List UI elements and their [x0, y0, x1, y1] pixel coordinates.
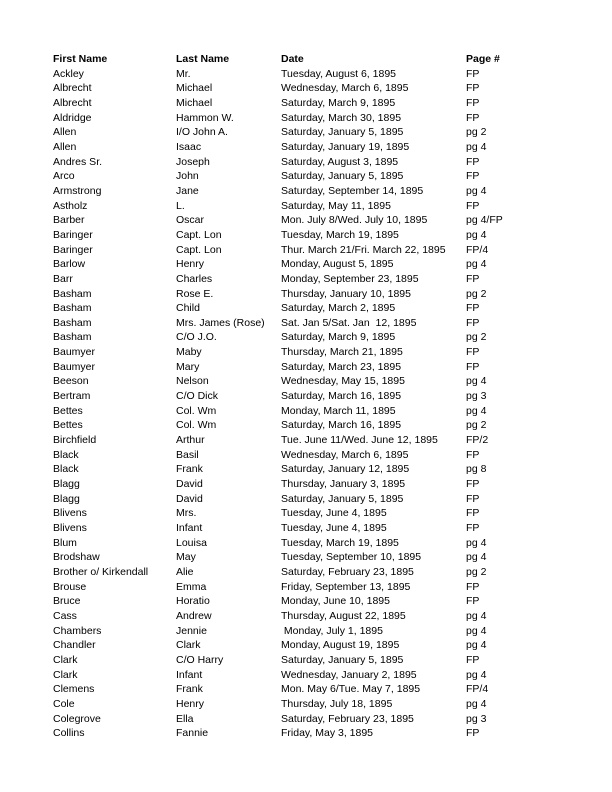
table-row: [53, 228, 583, 243]
cell-page: pg 4: [466, 258, 487, 271]
cell-first-name: Blivens: [53, 522, 87, 534]
cell-page: FP: [466, 346, 480, 359]
cell-last-name: Nelson: [176, 375, 209, 388]
cell-page: FP: [466, 316, 480, 329]
cell-first-name: Blum: [53, 536, 77, 549]
cell-page: pg 4: [466, 404, 487, 417]
cell-page: FP: [466, 727, 480, 740]
cell-first-name: Albrecht: [53, 82, 92, 95]
cell-last-name: Henry: [176, 258, 205, 271]
cell-first-name: Basham: [53, 287, 92, 300]
table-row: [53, 81, 583, 96]
table-row: [53, 140, 583, 155]
cell-date: Monday, August 5, 1895: [281, 258, 394, 271]
cell-page: pg 4: [466, 668, 487, 681]
table-row: [53, 462, 583, 477]
cell-first-name: Allen: [53, 140, 77, 153]
cell-page: FP: [466, 272, 480, 285]
cell-date: Saturday, January 19, 1895: [281, 140, 410, 153]
cell-first-name: Chandler: [53, 639, 96, 652]
table-row: [53, 257, 583, 272]
cell-first-name: Clark: [53, 653, 78, 666]
table-row: [53, 243, 583, 258]
column-header-last-name: Last Name: [176, 53, 230, 65]
cell-date: Saturday, March 23, 1895: [281, 360, 402, 373]
cell-first-name: Baumyer: [53, 346, 96, 359]
column-header-date: Date: [281, 53, 304, 65]
cell-first-name: Basham: [53, 331, 92, 344]
table-row: [53, 301, 583, 316]
cell-page: FP: [466, 580, 480, 593]
table-row: [53, 418, 583, 433]
cell-date: Monday, June 10, 1895: [281, 595, 390, 608]
cell-first-name: Blivens: [53, 507, 87, 520]
cell-date: Saturday, March 16, 1895: [281, 419, 402, 432]
cell-date: Thur. March 21/Fri. March 22, 1895: [281, 243, 446, 256]
table-row: [53, 521, 583, 536]
cell-last-name: Frank: [176, 463, 203, 476]
table-row: [53, 199, 583, 214]
cell-last-name: Charles: [176, 272, 213, 285]
table-row: [53, 272, 583, 287]
cell-last-name: Col. Wm: [176, 419, 217, 432]
cell-first-name: Brouse: [53, 580, 87, 593]
cell-date: Friday, May 3, 1895: [281, 727, 374, 740]
cell-page: FP: [466, 492, 480, 505]
table-row: [53, 653, 583, 668]
cell-date: Wednesday, March 6, 1895: [281, 82, 409, 95]
cell-page: pg 8: [466, 463, 487, 476]
index-table: [53, 52, 583, 741]
cell-first-name: Brother o/ Kirkendall: [53, 565, 149, 578]
cell-date: Saturday, February 23, 1895: [281, 712, 414, 725]
cell-last-name: Fannie: [176, 727, 209, 740]
cell-last-name: Frank: [176, 683, 203, 696]
cell-date: Saturday, March 9, 1895: [281, 331, 396, 344]
cell-page: FP/2: [466, 434, 489, 447]
cell-page: pg 4: [466, 140, 487, 153]
cell-page: FP: [466, 82, 480, 95]
cell-first-name: Arco: [53, 170, 75, 183]
table-row: [53, 389, 583, 404]
table-row: [53, 697, 583, 712]
cell-last-name: Basil: [176, 448, 199, 461]
cell-date: Saturday, August 3, 1895: [281, 155, 399, 168]
cell-page: FP/4: [466, 683, 489, 696]
cell-date: Thursday, January 3, 1895: [281, 478, 406, 491]
cell-page: FP: [466, 155, 480, 168]
cell-page: FP: [466, 199, 480, 212]
table-row: [53, 492, 583, 507]
cell-first-name: Black: [53, 463, 79, 476]
cell-date: Saturday, January 5, 1895: [281, 126, 404, 139]
cell-last-name: C/O Dick: [176, 390, 218, 403]
cell-date: Saturday, January 5, 1895: [281, 170, 404, 183]
cell-last-name: Joseph: [176, 155, 210, 168]
cell-last-name: Ella: [176, 712, 194, 725]
cell-page: FP/4: [466, 243, 489, 256]
cell-date: Mon. May 6/Tue. May 7, 1895: [281, 683, 421, 696]
table-row: [53, 565, 583, 580]
table-row: [53, 712, 583, 727]
cell-date: Tuesday, August 6, 1895: [281, 67, 396, 80]
cell-date: Monday, March 11, 1895: [281, 404, 396, 417]
table-row: [53, 316, 583, 331]
table-row: [53, 287, 583, 302]
cell-last-name: Mary: [176, 360, 200, 373]
cell-page: pg 4: [466, 624, 487, 637]
cell-page: FP: [466, 170, 480, 183]
column-header-page: Page #: [466, 53, 500, 65]
table-row: [53, 330, 583, 345]
table-row: [53, 374, 583, 389]
cell-page: FP: [466, 360, 480, 373]
table-row: [53, 67, 583, 82]
cell-date: Tuesday, September 10, 1895: [281, 551, 422, 564]
table-row: [53, 96, 583, 111]
table-row: [53, 580, 583, 595]
table-row: [53, 668, 583, 683]
cell-last-name: Jennie: [176, 624, 207, 637]
cell-first-name: Cass: [53, 609, 77, 622]
cell-last-name: Michael: [176, 82, 213, 95]
cell-page: FP: [466, 595, 480, 608]
cell-page: pg 2: [466, 331, 487, 344]
cell-first-name: Armstrong: [53, 184, 102, 197]
cell-page: pg 4: [466, 536, 487, 549]
cell-last-name: Child: [176, 302, 200, 315]
cell-last-name: David: [176, 478, 203, 491]
cell-first-name: Blagg: [53, 492, 80, 505]
cell-date: Saturday, February 23, 1895: [281, 565, 414, 578]
cell-first-name: Ackley: [53, 67, 84, 80]
table-row: [53, 726, 583, 741]
cell-last-name: Arthur: [176, 434, 205, 447]
cell-last-name: Mrs.: [176, 507, 197, 520]
cell-last-name: Henry: [176, 697, 205, 710]
cell-last-name: Mr.: [176, 67, 191, 80]
cell-page: pg 4: [466, 609, 487, 622]
cell-page: FP: [466, 67, 480, 80]
cell-last-name: David: [176, 492, 203, 505]
cell-first-name: Beeson: [53, 375, 89, 388]
cell-date: Thursday, January 10, 1895: [281, 287, 411, 300]
column-header-first-name: First Name: [53, 53, 108, 65]
table-row: [53, 638, 583, 653]
cell-page: FP: [466, 448, 480, 461]
cell-page: pg 2: [466, 126, 487, 139]
cell-page: pg 4: [466, 228, 487, 241]
table-row: [53, 477, 583, 492]
cell-date: Tuesday, June 4, 1895: [281, 522, 387, 534]
cell-first-name: Black: [53, 448, 79, 461]
cell-first-name: Bettes: [53, 404, 83, 417]
cell-page: pg 2: [466, 419, 487, 432]
cell-first-name: Barr: [53, 272, 73, 285]
table-row: [53, 506, 583, 521]
cell-page: FP: [466, 478, 480, 491]
cell-first-name: Astholz: [53, 199, 88, 212]
cell-last-name: I/O John A.: [176, 126, 228, 139]
cell-last-name: Michael: [176, 96, 213, 109]
cell-last-name: Infant: [176, 522, 203, 534]
cell-date: Saturday, January 12, 1895: [281, 463, 410, 476]
cell-first-name: Andres Sr.: [53, 155, 103, 168]
cell-page: pg 4/FP: [466, 214, 503, 227]
cell-first-name: Chambers: [53, 624, 102, 637]
cell-first-name: Bertram: [53, 390, 91, 403]
table-row: [53, 184, 583, 199]
cell-last-name: Col. Wm: [176, 404, 217, 417]
cell-date: Tue. June 11/Wed. June 12, 1895: [281, 434, 438, 447]
cell-last-name: May: [176, 551, 196, 564]
cell-first-name: Allen: [53, 126, 77, 139]
cell-date: Tuesday, March 19, 1895: [281, 228, 399, 241]
cell-first-name: Clark: [53, 668, 78, 681]
cell-page: FP: [466, 522, 480, 534]
table-row: [53, 550, 583, 565]
cell-date: Tuesday, June 4, 1895: [281, 507, 387, 520]
cell-first-name: Basham: [53, 316, 92, 329]
cell-page: FP: [466, 302, 480, 315]
table-row: [53, 682, 583, 697]
cell-last-name: Oscar: [176, 214, 205, 227]
cell-page: pg 4: [466, 697, 487, 710]
cell-last-name: Clark: [176, 639, 201, 652]
cell-first-name: Colegrove: [53, 712, 101, 725]
table-row: [53, 360, 583, 375]
cell-last-name: Andrew: [176, 609, 212, 622]
cell-page: FP: [466, 111, 480, 124]
table-row: [53, 213, 583, 228]
cell-date: Saturday, January 5, 1895: [281, 492, 404, 505]
cell-date: Tuesday, March 19, 1895: [281, 536, 399, 549]
cell-first-name: Barber: [53, 214, 85, 227]
cell-first-name: Cole: [53, 697, 75, 710]
cell-last-name: Hammon W.: [176, 111, 234, 124]
table-row: [53, 155, 583, 170]
cell-last-name: Isaac: [176, 140, 202, 153]
cell-page: pg 4: [466, 551, 487, 564]
cell-last-name: Capt. Lon: [176, 228, 222, 241]
cell-date: Saturday, March 2, 1895: [281, 302, 396, 315]
cell-first-name: Brodshaw: [53, 551, 100, 564]
table-row: [53, 624, 583, 639]
cell-last-name: Infant: [176, 668, 203, 681]
cell-page: FP: [466, 653, 480, 666]
cell-page: pg 3: [466, 712, 487, 725]
cell-first-name: Barlow: [53, 258, 86, 271]
cell-date: Wednesday, January 2, 1895: [281, 668, 417, 681]
table-row: [53, 536, 583, 551]
cell-first-name: Collins: [53, 727, 85, 740]
cell-date: Saturday, March 30, 1895: [281, 111, 402, 124]
cell-first-name: Baringer: [53, 243, 93, 256]
table-row: [53, 404, 583, 419]
cell-page: FP: [466, 507, 480, 520]
cell-page: pg 2: [466, 565, 487, 578]
cell-page: FP: [466, 96, 480, 109]
cell-first-name: Aldridge: [53, 111, 92, 124]
table-row: [53, 448, 583, 463]
cell-first-name: Blagg: [53, 478, 80, 491]
cell-last-name: L.: [176, 199, 185, 212]
cell-date: Saturday, September 14, 1895: [281, 184, 424, 197]
cell-first-name: Clemens: [53, 683, 95, 696]
cell-last-name: Rose E.: [176, 287, 214, 300]
cell-date: Saturday, May 11, 1895: [281, 199, 391, 212]
cell-last-name: Emma: [176, 580, 207, 593]
cell-first-name: Bruce: [53, 595, 81, 608]
cell-page: pg 3: [466, 390, 487, 403]
cell-last-name: Alie: [176, 565, 194, 578]
cell-page: pg 2: [466, 287, 487, 300]
cell-date: Monday, August 19, 1895: [281, 639, 400, 652]
cell-date: Mon. July 8/Wed. July 10, 1895: [281, 214, 428, 227]
cell-date: Monday, July 1, 1895: [281, 624, 383, 637]
cell-last-name: Mrs. James (Rose): [176, 316, 265, 329]
cell-last-name: Capt. Lon: [176, 243, 222, 256]
table-row: [53, 594, 583, 609]
table-header-row: [53, 52, 583, 67]
cell-date: Sat. Jan 5/Sat. Jan 12, 1895: [281, 316, 417, 329]
cell-first-name: Albrecht: [53, 96, 92, 109]
cell-date: Saturday, March 16, 1895: [281, 390, 402, 403]
cell-page: pg 4: [466, 375, 487, 388]
cell-last-name: Horatio: [176, 595, 210, 608]
cell-date: Thursday, March 21, 1895: [281, 346, 403, 359]
cell-date: Monday, September 23, 1895: [281, 272, 419, 285]
cell-first-name: Baringer: [53, 228, 93, 241]
cell-last-name: C/O J.O.: [176, 331, 217, 344]
cell-page: pg 4: [466, 639, 487, 652]
table-row: [53, 169, 583, 184]
cell-last-name: John: [176, 170, 199, 183]
cell-date: Friday, September 13, 1895: [281, 580, 411, 593]
cell-last-name: Maby: [176, 346, 202, 359]
table-row: [53, 433, 583, 448]
table-row: [53, 125, 583, 140]
table-row: [53, 111, 583, 126]
cell-date: Thursday, July 18, 1895: [281, 697, 393, 710]
cell-first-name: Birchfield: [53, 434, 97, 447]
cell-date: Wednesday, March 6, 1895: [281, 448, 409, 461]
table-row: [53, 609, 583, 624]
cell-last-name: C/O Harry: [176, 653, 224, 666]
cell-date: Thursday, August 22, 1895: [281, 609, 406, 622]
table-body: [53, 67, 583, 741]
cell-page: pg 4: [466, 184, 487, 197]
cell-first-name: Bettes: [53, 419, 83, 432]
cell-last-name: Jane: [176, 184, 199, 197]
cell-date: Saturday, January 5, 1895: [281, 653, 404, 666]
cell-first-name: Baumyer: [53, 360, 96, 373]
cell-last-name: Louisa: [176, 536, 207, 549]
cell-date: Saturday, March 9, 1895: [281, 96, 396, 109]
cell-first-name: Basham: [53, 302, 92, 315]
table-row: [53, 345, 583, 360]
cell-date: Wednesday, May 15, 1895: [281, 375, 405, 388]
